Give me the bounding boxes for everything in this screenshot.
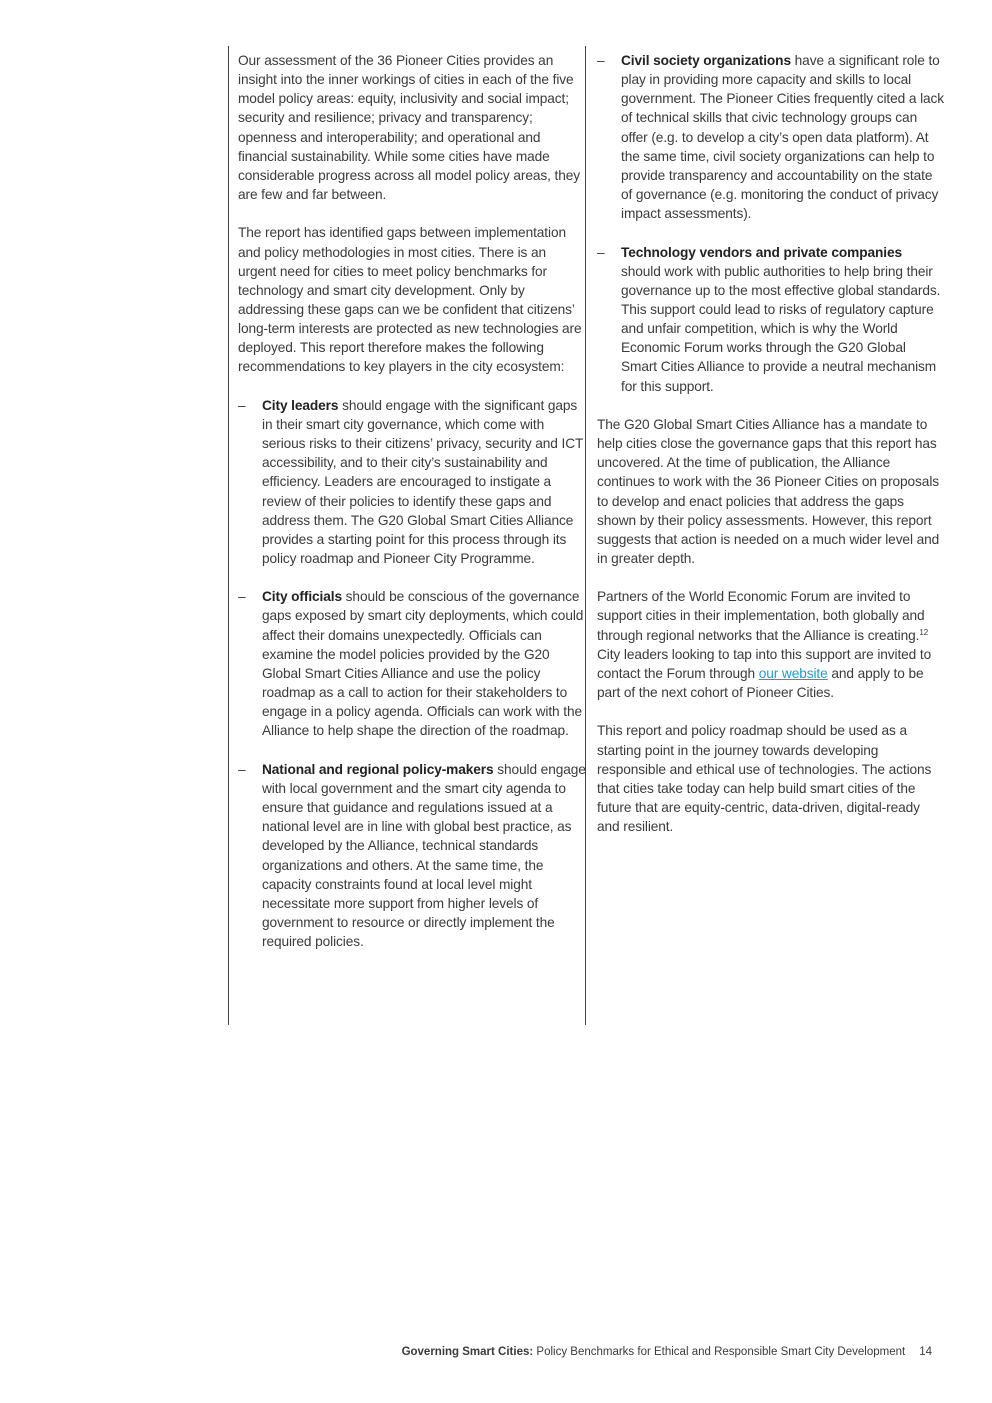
bullet-text: should work with public authorities to help bring their governance up to the most effective global standards. This support could lead to risks of regulatory capture and unfair competition, which is why the World Economic Forum works through the G20 Global Smart Cities Alliance to provide a neutral mechanism for this support. xyxy=(621,263,941,394)
bullet-policy-makers xyxy=(238,760,586,952)
partners-text-3: and apply to be part of the next cohort of Pioneer Cities. xyxy=(597,665,924,701)
bullet-text: have a significant role to play in providing more capacity and skills to local government. The Pioneer Cities frequently cited a lack of technical skills that civic technology groups can offer (e.g. to develop a city’s open data platform). At the same time, civil society organizations can help to provide transparency and accountability on the state of governance (e.g. monitoring the conduct of privacy impact assessments). xyxy=(621,53,945,222)
partners-paragraph xyxy=(597,587,945,702)
bullet-lead: City leaders xyxy=(262,397,339,413)
bullet-text: should engage with the significant gaps in their smart city governance, which come with serious risks to their citizens’ privacy, security and ICT accessibility, and to their city’s sustainability and efficiency. Leaders are encouraged to instigate a review of their policies to identify these gaps and address them. The G20 Global Smart Cities Alliance provides a starting point for this process through its policy roadmap and Pioneer City Programme. xyxy=(262,397,584,567)
bullet-text: should be conscious of the governance gaps exposed by smart city deployments, which could affect their domains unexpectedly. Officials can examine the model policies provided by the G20 Global Smart Cities Alliance and use the policy roadmap as a call to action for their stakeholders to engage in a policy agenda. Officials can work with the Alliance to help shape the direction of the roadmap. xyxy=(262,589,584,739)
right-column xyxy=(585,46,945,1025)
bullet-lead: City officials xyxy=(262,589,342,605)
bullet-lead: Technology vendors and private companies xyxy=(621,244,902,260)
partners-text-2: City leaders looking to tap into this support are invited to contact the Forum through xyxy=(597,646,932,681)
partners-text-1: Partners of the World Economic Forum are invited to support cities in their implementation, both globally and through regional networks that the Alliance is creating. xyxy=(597,589,925,643)
our-website-link[interactable]: our website xyxy=(758,665,828,681)
bullet-city-leaders xyxy=(238,396,586,568)
page-number: 14 xyxy=(919,1346,932,1358)
bullet-dash: – xyxy=(238,761,246,777)
footer-report-title: Governing Smart Cities: xyxy=(401,1346,534,1358)
footer-report-subtitle: Policy Benchmarks for Ethical and Responsible Smart City Development xyxy=(533,1346,906,1358)
bullet-dash: – xyxy=(597,53,605,68)
bullet-dash: – xyxy=(597,244,605,260)
footnote-ref: 12 xyxy=(919,627,929,637)
alliance-mandate-paragraph: The G20 Global Smart Cities Alliance has a mandate to help cities close the governance gaps that this report has uncovered. At the time of publication, the Alliance continues to work with the 36 Pioneer Cities on proposals to develop and enact policies that address the gaps shown by their policy assessments. However, this report suggests that action is needed on a much wider level and in greater depth. xyxy=(597,416,940,567)
bullet-dash: – xyxy=(238,397,246,413)
page-footer xyxy=(0,1346,932,1358)
bullet-city-officials xyxy=(238,587,586,740)
bullet-civil-society xyxy=(597,51,945,223)
bullet-lead: National and regional policy-makers xyxy=(262,761,494,777)
bullet-text: should engage with local government and the smart city agenda to ensure that guidance and regulations issued at a national level are in line with global best practice, as developed by the Alliance, technical standards organizations and others. At the same time, the capacity constraints found at local level might necessitate more support from higher levels of government to resource or directly implement the required policies. xyxy=(262,761,586,950)
gaps-paragraph: The report has identified gaps between implementation and policy methodologies in most cities. There is an urgent need for cities to meet policy benchmarks for technology and smart city development. Only by addressing these gaps can we be confident that citizens’ long-term interests are protected as new technologies are deployed. This report therefore makes the following recommendations to key players in the city ecosystem: xyxy=(238,225,582,375)
bullet-technology-vendors xyxy=(597,243,945,396)
closing-paragraph: This report and policy roadmap should be used as a starting point in the journey towards developing responsible and ethical use of technologies. The actions that cities take today can help build smart cities of the future that are equity-centric, data-driven, digital-ready and resilient. xyxy=(597,723,932,835)
intro-paragraph: Our assessment of the 36 Pioneer Cities provides an insight into the inner workings of cities in each of the five model policy areas: equity, inclusivity and social impact; security and resilience; privacy and transparency; openness and interoperability; and operational and financial sustainability. While some cities have made considerable progress across all model policy areas, they are few and far between. xyxy=(238,53,580,203)
bullet-dash: – xyxy=(238,589,246,605)
bullet-lead: Civil society organizations xyxy=(621,53,791,68)
left-column xyxy=(228,46,586,1025)
